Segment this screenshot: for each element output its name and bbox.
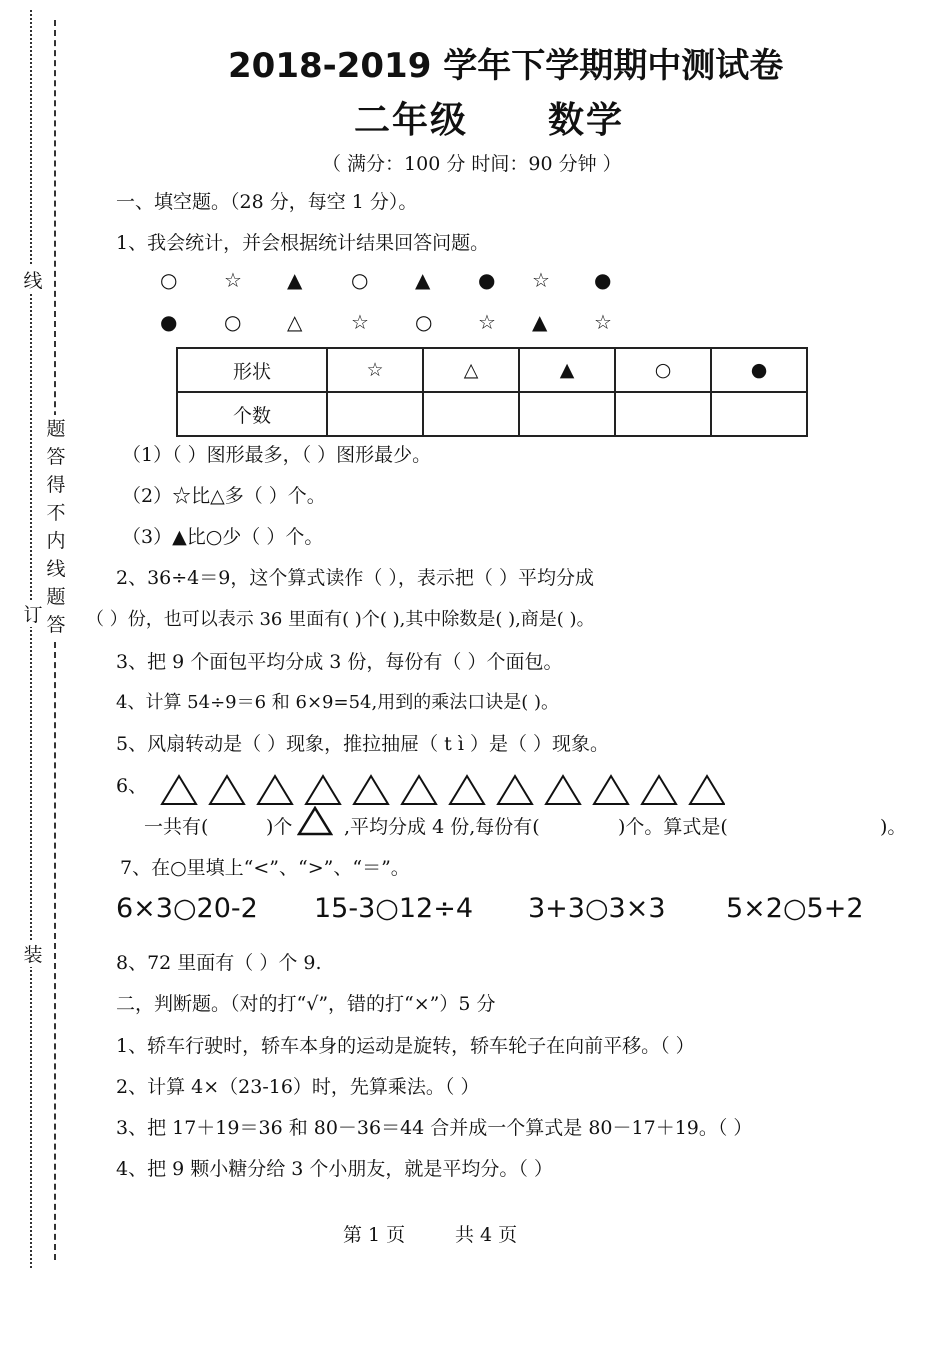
shape-star-icon: ☆ (351, 310, 369, 334)
table-row (177, 348, 807, 392)
margin-label-bind: 订 (22, 600, 44, 627)
shape-circle-icon: ○ (224, 310, 242, 334)
shape-filled-triangle-icon: ▲ (287, 268, 303, 292)
section2-heading: 二，判断题。（对的打“√”，错的打“×”）5 分 (116, 993, 496, 1015)
q6-text-e: )。 (880, 816, 907, 838)
binding-dotted-line (30, 10, 32, 1268)
shape-circle-icon: ○ (351, 268, 369, 292)
judge-item: 2、计算 4×（23-16）时，先算乘法。（ ） (116, 1076, 480, 1098)
q6-text-d: )个。算式是( (618, 816, 728, 838)
answer-cell[interactable] (327, 392, 423, 436)
q6-number: 6、 (116, 775, 148, 797)
page-number: 第 1 页 (343, 1224, 406, 1246)
table-header-cell: ☆ (327, 348, 423, 392)
q2-line1: 2、36÷4＝9，这个算式读作（ ），表示把（ ）平均分成 (116, 567, 594, 589)
q6-text-a: 一共有( (144, 816, 209, 838)
table-row-label: 个数 (177, 392, 327, 436)
q6-text-b: )个 (266, 816, 293, 838)
table-header-cell: ● (711, 348, 807, 392)
q6-triangles (160, 773, 725, 807)
q7-expr: 5×2○5+2 (726, 893, 864, 924)
shape-filled-circle-icon: ● (478, 268, 496, 292)
triangle-icon (402, 776, 436, 804)
q7-expr: 6×3○20-2 (116, 893, 258, 924)
shape-star-icon: ☆ (594, 310, 612, 334)
triangle-icon (210, 776, 244, 804)
answer-cell[interactable] (615, 392, 711, 436)
shape-filled-triangle-icon: ▲ (532, 310, 548, 334)
q4-text: 4、计算 54÷9＝6 和 6×9=54,用到的乘法口诀是( )。 (116, 692, 559, 713)
triangle-icon (306, 776, 340, 804)
shape-triangle-icon: △ (287, 310, 303, 334)
shape-filled-circle-icon: ● (160, 310, 178, 334)
answer-cell[interactable] (423, 392, 519, 436)
triangle-icon (546, 776, 580, 804)
table-row (177, 392, 807, 436)
exam-info: （ 满分：100 分 时间：90 分钟 ） (322, 153, 622, 175)
triangle-icon (594, 776, 628, 804)
triangle-icon (450, 776, 484, 804)
page-title: 2018-2019 学年下学期期中测试卷 (228, 46, 784, 86)
q7-expr: 15-3○12÷4 (314, 893, 473, 924)
answer-cell[interactable] (519, 392, 615, 436)
stat-table (176, 347, 808, 437)
triangle-icon (258, 776, 292, 804)
shape-star-icon: ☆ (224, 268, 242, 292)
judge-item: 3、把 17＋19＝36 和 80－36＝44 合并成一个算式是 80－17＋19。（ ） (116, 1117, 753, 1139)
answer-cell[interactable] (711, 392, 807, 436)
table-header-cell: △ (423, 348, 519, 392)
margin-warning-text: 题 答 得 不 内 线 题 答 (45, 415, 67, 639)
q6-inline-triangle-icon (297, 806, 333, 836)
table-header-cell: ○ (615, 348, 711, 392)
subject-label: 数学 (548, 100, 625, 141)
triangle-icon (354, 776, 388, 804)
shape-circle-icon: ○ (160, 268, 178, 292)
grade-label: 二年级 (354, 100, 469, 141)
margin-label-line: 线 (22, 266, 44, 293)
q5-text: 5、风扇转动是（ ）现象，推拉抽屉（ t ì ）是（ ）现象。 (116, 733, 609, 755)
shape-star-icon: ☆ (532, 268, 550, 292)
q1-sub2: （2）☆比△多（ ）个。 (122, 485, 326, 507)
q1-sub1: （1）（ ）图形最多，（ ）图形最少。 (122, 444, 432, 466)
shape-circle-icon: ○ (415, 310, 433, 334)
q3-text: 3、把 9 个面包平均分成 3 份，每份有（ ）个面包。 (116, 651, 563, 673)
q7-text: 7、在○里填上“<”、“>”、“＝”。 (120, 857, 410, 879)
shape-filled-circle-icon: ● (594, 268, 612, 292)
binding-dashed-line (54, 20, 56, 1260)
triangle-icon (690, 776, 724, 804)
q6-text-c: ,平均分成 4 份,每份有( (344, 816, 540, 838)
section1-heading: 一、填空题。（28 分，每空 1 分）。 (116, 191, 418, 213)
q7-expr: 3+3○3×3 (528, 893, 666, 924)
judge-item: 4、把 9 颗小糖分给 3 个小朋友，就是平均分。（ ） (116, 1158, 553, 1180)
margin-label-staple: 装 (22, 940, 44, 967)
shape-star-icon: ☆ (478, 310, 496, 334)
q1-sub3: （3）▲比○少（ ）个。 (122, 526, 324, 548)
shape-filled-triangle-icon: ▲ (415, 268, 431, 292)
table-header-cell: 形状 (177, 348, 327, 392)
table-header-cell: ▲ (519, 348, 615, 392)
q8-text: 8、72 里面有（ ）个 9. (116, 952, 322, 974)
judge-item: 1、轿车行驶时，轿车本身的运动是旋转，轿车轮子在向前平移。（ ） (116, 1035, 695, 1057)
q1-text: 1、我会统计，并会根据统计结果回答问题。 (116, 232, 490, 254)
triangle-icon (642, 776, 676, 804)
triangle-icon (498, 776, 532, 804)
triangle-icon (162, 776, 196, 804)
q2-line2: （ ）份，也可以表示 36 里面有( )个( ),其中除数是( ),商是( )。 (86, 609, 595, 630)
page-total: 共 4 页 (455, 1224, 518, 1246)
